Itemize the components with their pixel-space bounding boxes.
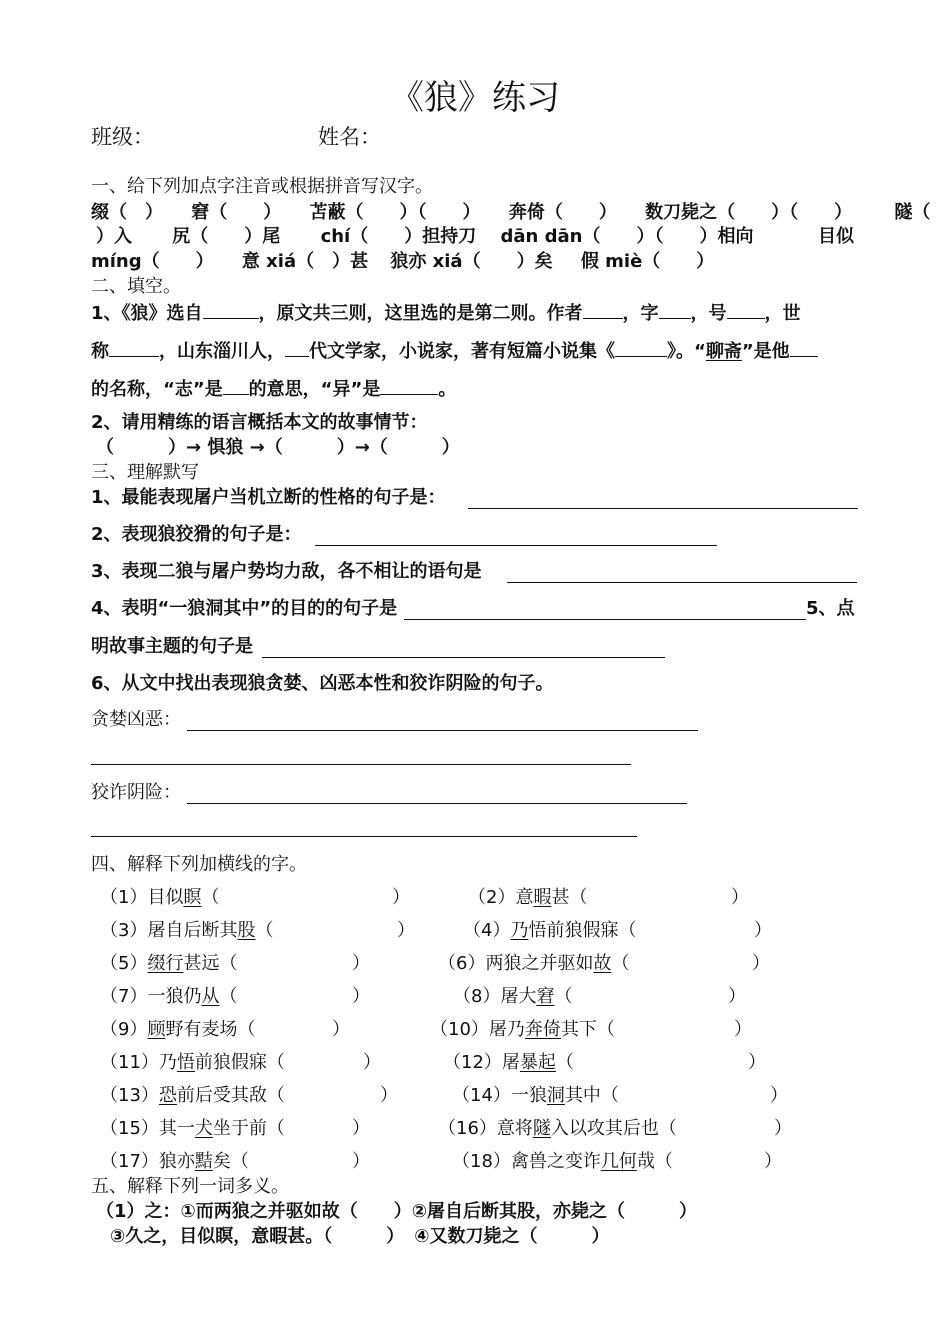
vocab-prefix: （17）狼亦 [100,1151,195,1172]
vocab-prefix: （2）意 [468,887,534,908]
vocab-prefix: （3）屠自后断其 [100,920,238,941]
s3-q6: 6、从文中找出表现狼贪婪、凶恶本性和狡诈阴险的句子。 [91,673,554,694]
vocab-prefix: （18）禽兽之变诈 [452,1151,601,1172]
answer-line[interactable] [262,657,665,658]
vocab-prefix: （6）两狼之并驱如 [438,953,594,974]
vocab-close: ） [734,1019,752,1040]
vocab-close: ） [352,1118,370,1139]
s3-q2: 2、表现狼狡猾的句子是： [91,524,302,545]
vocab-close: ） [731,887,749,908]
s1-row-2 [96,225,753,249]
underlined-word: 犬 [194,1118,213,1139]
s2-q2: 2、请用精练的语言概括本文的故事情节： [91,412,428,433]
vocab-prefix: （4） [463,920,511,941]
vocab-item [452,1150,673,1174]
vocab-prefix: （14）一狼 [452,1085,547,1106]
s1-item: chí（ ）担持刀 [320,226,477,247]
underlined-word: 缀行 [147,953,184,974]
underlined-word: 窘 [536,986,555,1007]
underlined-word: 股 [237,920,256,941]
s2-text: 。 [438,379,457,400]
s3-q5-start: 5、点 [806,598,855,619]
vocab-item [100,952,237,976]
answer-line[interactable] [404,619,806,620]
section-4-heading: 四、解释下列加横线的字。 [91,854,307,875]
vocab-item [100,1150,249,1174]
s5-item: ③久之，目似瞑，意暇甚。（ ） [110,1226,405,1247]
vocab-item [430,1018,615,1042]
vocab-suffix: 坐于前（ [212,1118,285,1139]
s2-text: ，世 [764,303,801,324]
s5-line-1 [96,1200,697,1224]
s2-text: ”是他 [741,341,790,362]
vocab-suffix: 野有麦场（ [165,1019,256,1040]
answer-line[interactable] [315,545,717,546]
answer-line[interactable] [468,508,858,509]
vocab-prefix: （7）一狼仍 [100,986,202,1007]
vocab-item [100,919,273,943]
vocab-item [463,919,636,943]
vocab-item [453,985,572,1009]
vocab-close: ） [748,1052,766,1073]
s5-item: ②屠自后断其股，亦毙之（ ） [411,1201,698,1222]
underlined-word: 悟 [176,1052,195,1073]
s2-text: 代文学家，小说家，著有短篇小说集《 [309,341,615,362]
vocab-suffix: （ [611,953,630,974]
section-1-heading: 一、给下列加点字注音或根据拼音写汉字。 [91,176,433,197]
s2-text: 的意思，“异”是 [248,379,381,400]
vocab-prefix: （9） [100,1019,148,1040]
vocab-item [452,1084,619,1108]
s2-q1-line-2 [91,338,818,364]
vocab-close: ） [752,953,770,974]
vocab-suffix: （ [219,986,238,1007]
answer-blank[interactable] [790,338,818,357]
s1-item: 意 xiá（ ）甚 [241,251,369,272]
answer-line[interactable] [91,836,637,837]
vocab-item [100,1084,285,1108]
vocab-suffix: （ [555,1052,574,1073]
vocab-prefix: （5） [100,953,148,974]
underlined-word: 恐 [158,1085,177,1106]
answer-blank[interactable] [380,376,438,395]
vocab-suffix: 哉（ [636,1151,673,1172]
answer-line[interactable] [187,803,687,804]
vocab-prefix: （15）其一 [100,1118,195,1139]
answer-line[interactable] [91,764,631,765]
s3-q1: 1、最能表现屠户当机立断的性格的句子是： [91,487,446,508]
s1-item: 尻（ ）尾 [172,226,281,247]
vocab-item [100,985,237,1009]
vocab-item [438,952,629,976]
vocab-item [100,1051,285,1075]
s1-item: 苫蔽（ ）（ ） [309,202,481,223]
vocab-close: ） [774,1118,792,1139]
s5-item: （1）之：①而两狼之并驱如故（ ） [96,1201,412,1222]
section-3-heading: 三、理解默写 [91,462,199,483]
s1-item: 数刀毙之（ ）（ ） [645,202,853,223]
s2-q1-line-1 [91,300,801,326]
vocab-item [100,886,219,910]
s1-row-3 [91,250,714,274]
underlined-word: 洞 [546,1085,565,1106]
answer-blank[interactable] [583,300,623,319]
underlined-word: 故 [593,953,612,974]
vocab-item [100,1117,285,1141]
vocab-suffix: 其下（ [560,1019,615,1040]
vocab-close: ） [754,920,772,941]
s2-text: ，号 [690,303,727,324]
name-label: 姓名： [318,125,381,149]
answer-line[interactable] [507,582,857,583]
s2-underlined-term: 聊斋 [705,341,742,362]
underlined-word: 暇 [533,887,552,908]
vocab-prefix: （1）目似 [100,887,184,908]
underlined-word: 瞑 [183,887,202,908]
s3-greedy-label: 贪婪凶恶： [91,709,181,730]
underlined-word: 隧 [532,1118,551,1139]
s2-text: 1、《狼》选自 [91,303,203,324]
vocab-close: ） [764,1151,782,1172]
s1-item: 目似 [818,226,854,247]
vocab-prefix: （16）意将 [438,1118,533,1139]
vocab-close: ） [352,1151,370,1172]
vocab-suffix: （ [554,986,573,1007]
vocab-item [443,1051,574,1075]
s5-item: ④又数刀毙之（ ） [414,1226,610,1247]
answer-blank[interactable] [727,300,765,319]
s1-item: 隧（ [894,202,931,223]
s2-text: ，字 [622,303,659,324]
s1-item: 奔倚（ ） [508,202,617,223]
vocab-item [468,886,587,910]
s2-plot-flow: （ ）→ 惧狼 →（ ）→（ ） [96,437,460,458]
s1-item: 窘（ ） [191,202,282,223]
vocab-close: ） [770,1085,788,1106]
section-5-heading: 五、解释下列一词多义。 [91,1176,289,1197]
vocab-close: ） [363,1052,381,1073]
s2-text: ，山东淄川人， [159,341,285,362]
underlined-word: 暴起 [519,1052,556,1073]
s1-item: 假 miè（ ） [580,251,715,272]
page-title: 《狼》练习 [390,78,560,118]
answer-blank[interactable] [659,300,691,319]
answer-blank[interactable] [223,376,249,395]
s1-item: ）入 [96,226,132,247]
underlined-word: 黠 [194,1151,213,1172]
vocab-close: ） [392,887,410,908]
answer-blank[interactable] [109,338,159,357]
vocab-prefix: （12）屠 [443,1052,520,1073]
s3-q4: 4、表明“一狼洞其中”的目的的句子是 [91,598,398,619]
vocab-suffix: 前后受其敌（ [176,1085,285,1106]
s2-text: 称 [91,341,109,362]
vocab-suffix: 其中（ [564,1085,619,1106]
vocab-suffix: （ [255,920,274,941]
vocab-close: ） [352,953,370,974]
vocab-close: ） [728,986,746,1007]
vocab-item [100,1018,255,1042]
underlined-word: 从 [201,986,220,1007]
vocab-suffix: 前狼假寐（ [194,1052,285,1073]
vocab-suffix: 甚（ [551,887,588,908]
s2-text: 的名称，“志”是 [91,379,223,400]
vocab-close: ） [352,986,370,1007]
vocab-prefix: （10）屠乃 [430,1019,525,1040]
s1-row-1 [91,201,930,225]
vocab-suffix: 入以攻其后也（ [550,1118,677,1139]
s1-item: 狼亦 xiá（ ）矣 [390,251,553,272]
vocab-close: ） [380,1085,398,1106]
section-2-heading: 二、填空。 [91,276,181,297]
s1-item: dān dān（ ）（ ）相向 [500,226,754,247]
vocab-prefix: （13） [100,1085,159,1106]
underlined-word: 顾 [147,1019,166,1040]
answer-blank[interactable] [203,300,259,319]
answer-blank[interactable] [615,338,667,357]
underlined-word: 乃 [510,920,529,941]
vocab-close: ） [397,920,415,941]
vocab-item [438,1117,677,1141]
answer-line[interactable] [187,730,698,731]
vocab-suffix: 甚远（ [183,953,238,974]
vocab-prefix: （11）乃 [100,1052,177,1073]
vocab-suffix: 悟前狼假寐（ [528,920,637,941]
s2-text: 》。“ [667,341,706,362]
s1-item: míng（ ） [91,251,214,272]
s5-line-2 [110,1225,610,1249]
vocab-suffix: （ [201,887,220,908]
vocab-suffix: 矣（ [212,1151,249,1172]
s3-q3: 3、表现二狼与屠户势均力敌，各不相让的语句是 [91,561,482,582]
s3-cunning-label: 狡诈阴险： [91,782,181,803]
s2-text: ，原文共三则，这里选的是第二则。作者 [258,303,583,324]
underlined-word: 奔倚 [524,1019,561,1040]
s3-q5: 明故事主题的句子是 [91,636,253,657]
s1-item: 缀（ ） [91,202,163,223]
answer-blank[interactable] [285,338,309,357]
vocab-prefix: （8）屠大 [453,986,537,1007]
class-label: 班级： [91,125,154,149]
vocab-close: ） [332,1019,350,1040]
s2-q1-line-3 [91,376,456,402]
underlined-word: 几何 [600,1151,637,1172]
